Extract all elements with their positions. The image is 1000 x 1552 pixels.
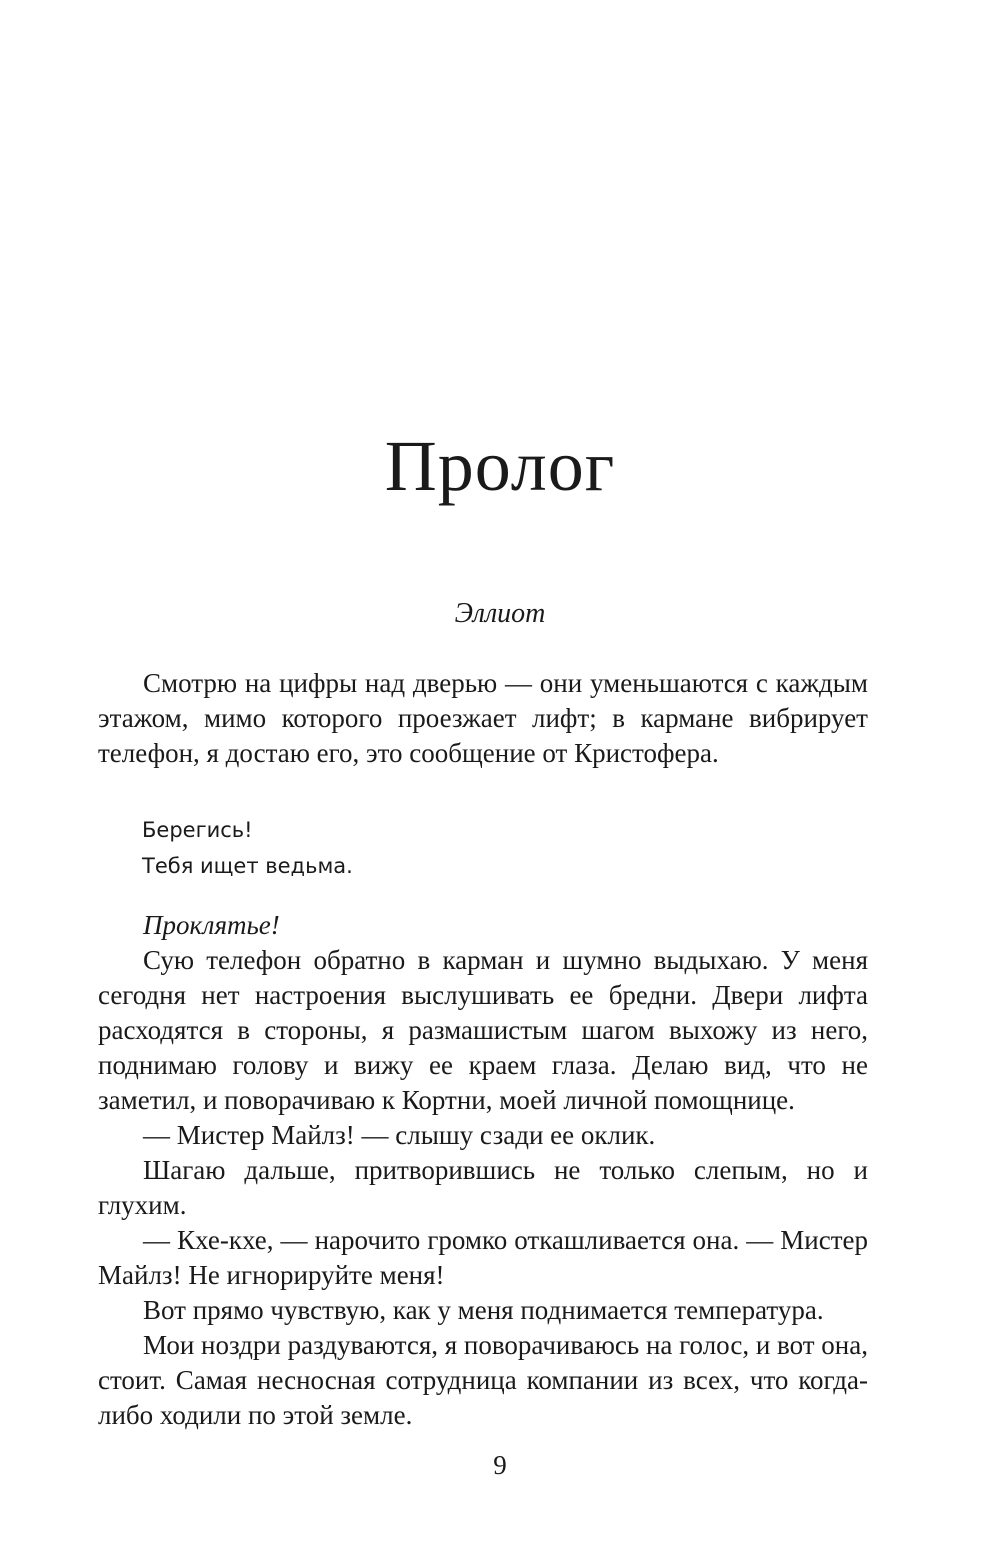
pov-character-name: Эллиот: [454, 598, 546, 629]
paragraph: Шагаю дальше, притворившись не только слепым, но и глухим.: [98, 1155, 868, 1220]
chapter-title: Пролог: [384, 426, 616, 506]
paragraph: Сую телефон обратно в карман и шумно выдыхаю. У меня сегодня нет настроения выслушивать ее бредни. Двери лифта расходятся в стороны, я размашистым шагом выхожу из него, поднимаю голову и вижу ее краем глаза. Делаю вид, что не заметил, и поворачиваю к Кортни, моей личной помощнице.: [98, 945, 868, 1115]
paragraph: — Кхе-кхе, — нарочито громко откашливается она. — Мистер Майлз! Не игнорируйте меня!: [98, 1225, 868, 1290]
paragraph: Вот прямо чувствую, как у меня поднимается температура.: [143, 1295, 824, 1325]
page-number: 9: [493, 1450, 507, 1480]
paragraph: — Мистер Майлз! — слышу сзади ее оклик.: [143, 1120, 656, 1150]
sms-message: [142, 812, 353, 884]
paragraph: Проклятье!: [143, 910, 280, 940]
sms-line: Берегись!: [142, 818, 253, 842]
paragraph: Смотрю на цифры над дверью — они уменьшаются с каждым этажом, мимо которого проезжает лифт; в кармане вибрирует телефон, я достаю его, это сообщение от Кристофера.: [98, 668, 868, 768]
text-block-intro: [98, 666, 868, 771]
text-block-main: [98, 908, 868, 1433]
paragraph: Мои ноздри раздуваются, я поворачиваюсь на голос, и вот она, стоит. Самая несносная сотрудница компании из всех, что когда-либо ходили по этой земле.: [98, 1330, 868, 1430]
sms-line: Тебя ищет ведьма.: [142, 854, 353, 878]
